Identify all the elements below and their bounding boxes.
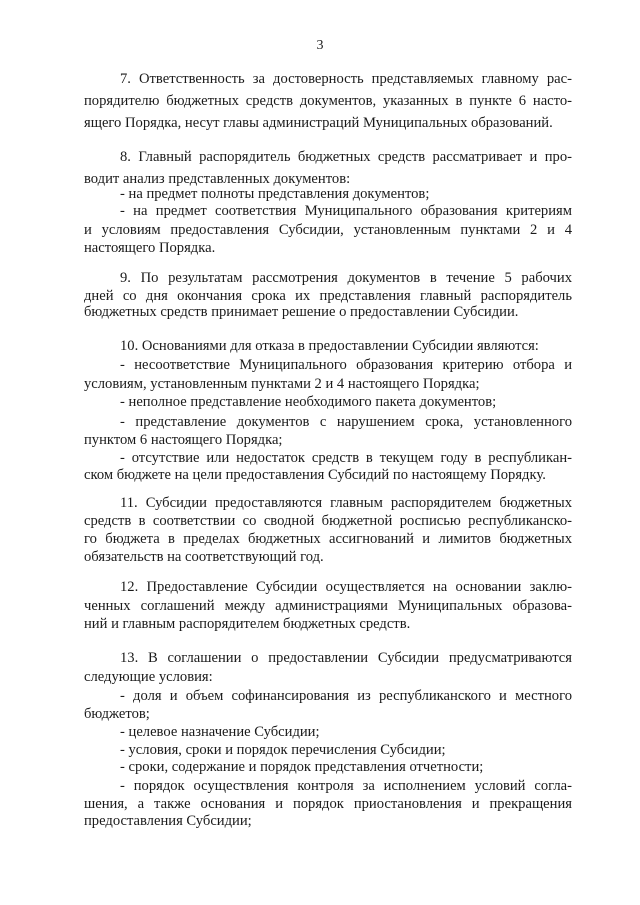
paragraph-7-line: 7. Ответственность за достоверность представляемых главному рас- (120, 71, 572, 87)
paragraph-10-line: - неполное представление необходимого пакета документов; (120, 394, 497, 410)
paragraph-8-line: настоящего Порядка. (84, 240, 216, 256)
paragraph-11-line: 11. Субсидии предоставляются главным распорядителем бюджетных (120, 495, 572, 511)
paragraph-7-line: ящего Порядка, несут главы администраций Муниципальных образований. (84, 115, 553, 131)
paragraph-10-line: ском бюджете на цели предоставления Субсидий по настоящему Порядку. (84, 467, 546, 483)
paragraph-8-line: - на предмет полноты представления документов; (120, 186, 430, 202)
paragraph-10-line: 10. Основаниями для отказа в предоставлении Субсидии являются: (120, 338, 539, 354)
paragraph-11-line: обязательств на соответствующий год. (84, 549, 324, 565)
paragraph-12-line: 12. Предоставление Субсидии осуществляется на основании заклю- (120, 579, 572, 595)
paragraph-10-line: условиям, установленным пунктами 2 и 4 настоящего Порядка; (84, 376, 480, 392)
paragraph-12-line: ченных соглашений между администрациями Муниципальных образова- (84, 598, 572, 614)
paragraph-13-line: бюджетов; (84, 706, 150, 722)
paragraph-8-line: - на предмет соответствия Муниципального образования критериям (120, 203, 572, 219)
paragraph-7-line: порядителю бюджетных средств документов, указанных в пункте 6 насто- (84, 93, 572, 109)
paragraph-9-line: 9. По результатам рассмотрения документов в течение 5 рабочих (120, 270, 572, 286)
paragraph-8-line: и условиям предоставления Субсидии, установленным пунктами 2 и 4 (84, 222, 572, 238)
paragraph-13-line: следующие условия: (84, 669, 213, 685)
page-number: 3 (316, 38, 324, 53)
paragraph-11-line: го бюджета в пределах бюджетных ассигнований и лимитов бюджетных (84, 531, 572, 547)
paragraph-8-line: водит анализ представленных документов: (84, 171, 351, 187)
paragraph-9-line: дней со дня окончания срока их представления главный распорядитель (84, 288, 572, 304)
paragraph-13-line: - условия, сроки и порядок перечисления Субсидии; (120, 742, 446, 758)
paragraph-9-line: бюджетных средств принимает решение о предоставлении Субсидии. (84, 304, 519, 320)
paragraph-10-line: - отсутствие или недостаток средств в текущем году в республикан- (120, 450, 572, 466)
paragraph-10-line: пунктом 6 настоящего Порядка; (84, 432, 283, 448)
paragraph-13-line: - доля и объем софинансирования из республиканского и местного (120, 688, 572, 704)
paragraph-13-line: - сроки, содержание и порядок представления отчетности; (120, 759, 484, 775)
paragraph-13-line: 13. В соглашении о предоставлении Субсидии предусматриваются (120, 650, 572, 666)
paragraph-11-line: средств в соответствии со сводной бюджетной росписью республиканско- (84, 513, 572, 529)
paragraph-13-line: шения, а также основания и порядок приостановления и прекращения (84, 796, 572, 812)
paragraph-10-line: - несоответствие Муниципального образования критерию отбора и (120, 357, 572, 373)
paragraph-8-line: 8. Главный распорядитель бюджетных средств рассматривает и про- (120, 149, 572, 165)
paragraph-12-line: ний и главным распорядителем бюджетных средств. (84, 616, 411, 632)
paragraph-13-line: предоставления Субсидии; (84, 813, 252, 829)
paragraph-13-line: - порядок осуществления контроля за исполнением условий согла- (120, 778, 572, 794)
paragraph-13-line: - целевое назначение Субсидии; (120, 724, 320, 740)
paragraph-10-line: - представление документов с нарушением срока, установленного (120, 414, 572, 430)
